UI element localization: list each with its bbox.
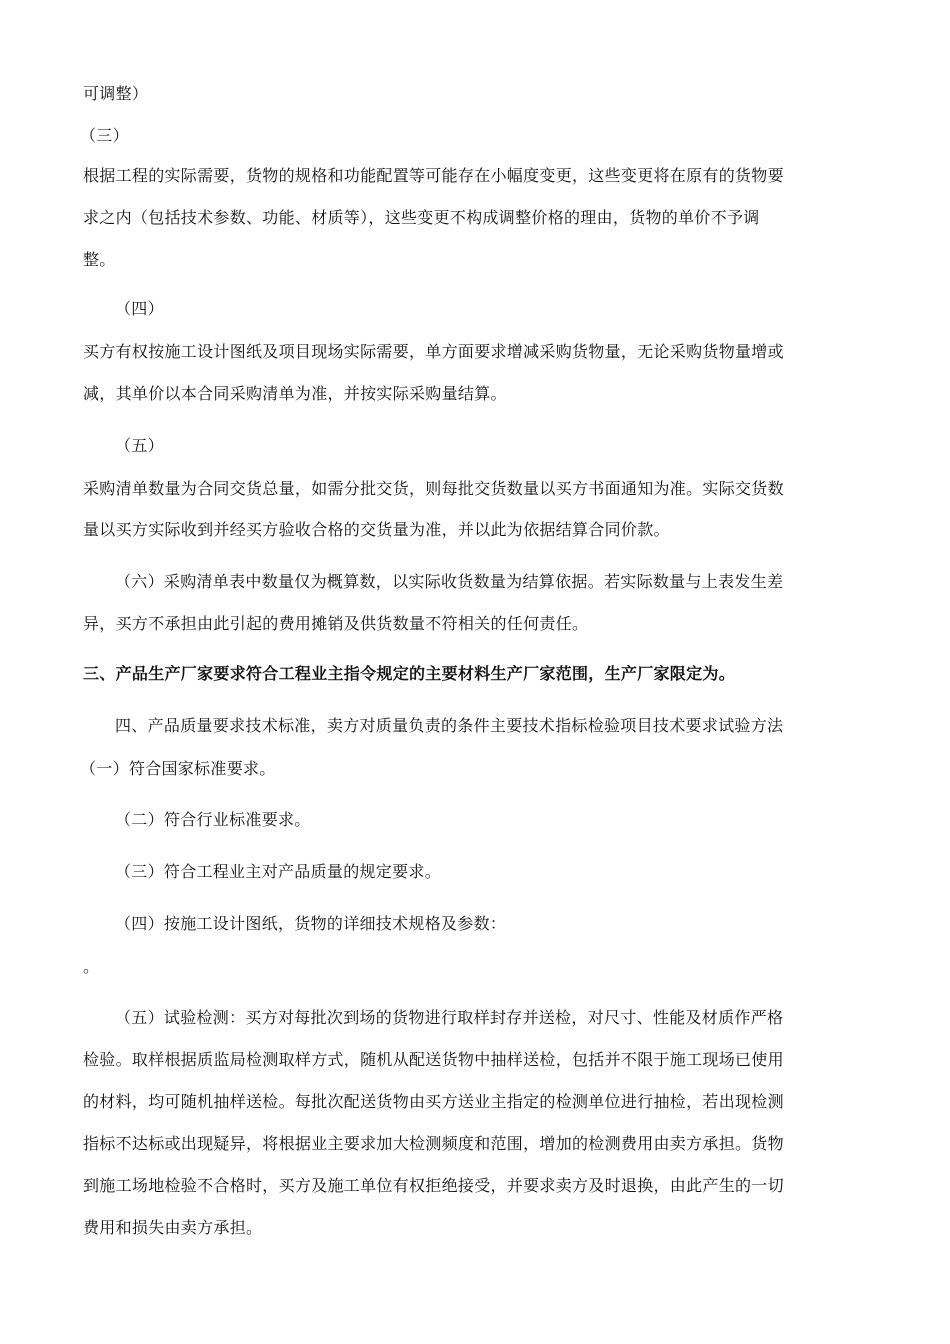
paragraph-line: 买方有权按施工设计图纸及项目现场实际需要，单方面要求增减采购货物量，无论采购货物量增或	[83, 342, 784, 361]
paragraph-line: （五）试验检测：买方对每批次到场的货物进行取样封存并送检，对尺寸、性能及材质作严格	[115, 1008, 784, 1027]
clause-heading: （四）	[115, 299, 164, 318]
paragraph-line: 求之内（包括技术参数、功能、材质等），这些变更不构成调整价格的理由，货物的单价不予调	[83, 208, 760, 227]
paragraph-line: 指标不达标或出现疑异，将根据业主要求加大检测频度和范围，增加的检测费用由卖方承担。货物	[83, 1134, 784, 1153]
paragraph-line: 整。	[83, 250, 116, 269]
list-item: （三）符合工程业主对产品质量的规定要求。	[115, 862, 442, 881]
clause-heading: （五）	[115, 436, 164, 455]
paragraph-line: 减，其单价以本合同采购清单为准，并按实际采购量结算。	[83, 384, 507, 403]
list-item: （四）按施工设计图纸，货物的详细技术规格及参数：	[115, 914, 507, 933]
paragraph-line: 量以买方实际收到并经买方验收合格的交货量为准，并以此为依据结算合同价款。	[83, 520, 670, 539]
paragraph-line: 到施工场地检验不合格时，买方及施工单位有权拒绝接受，并要求卖方及时退换，由此产生的一切	[83, 1176, 784, 1195]
clause-heading: （三）	[80, 126, 129, 145]
paragraph-line: 检验。取样根据质监局检测取样方式，随机从配送货物中抽样送检，包括并不限于施工现场已使用	[83, 1050, 784, 1069]
paragraph-line: （六）采购清单表中数量仅为概算数，以实际收货数量为结算依据。若实际数量与上表发生差	[115, 572, 784, 591]
paragraph-line: 可调整）	[83, 84, 149, 103]
list-item: （一）符合国家标准要求。	[80, 759, 276, 778]
paragraph-line: 费用和损失由卖方承担。	[83, 1218, 263, 1237]
paragraph-line: 。	[83, 957, 100, 976]
section-heading: 四、产品质量要求技术标准，卖方对质量负责的条件主要技术指标检验项目技术要求试验方法	[115, 716, 784, 735]
list-item: （二）符合行业标准要求。	[115, 810, 311, 829]
paragraph-line: 根据工程的实际需要，货物的规格和功能配置等可能存在小幅度变更，这些变更将在原有的货物要	[83, 166, 784, 185]
paragraph-line: 的材料，均可随机抽样送检。每批次配送货物由买方送业主指定的检测单位进行抽检，若出现检测	[83, 1092, 784, 1111]
paragraph-line: 异，买方不承担由此引起的费用摊销及供货数量不符相关的任何责任。	[83, 614, 589, 633]
paragraph-line: 采购清单数量为合同交货总量，如需分批交货，则每批交货数量以买方书面通知为准。实际交货数	[83, 479, 784, 498]
section-heading: 三、产品生产厂家要求符合工程业主指令规定的主要材料生产厂家范围，生产厂家限定为。	[83, 664, 736, 683]
